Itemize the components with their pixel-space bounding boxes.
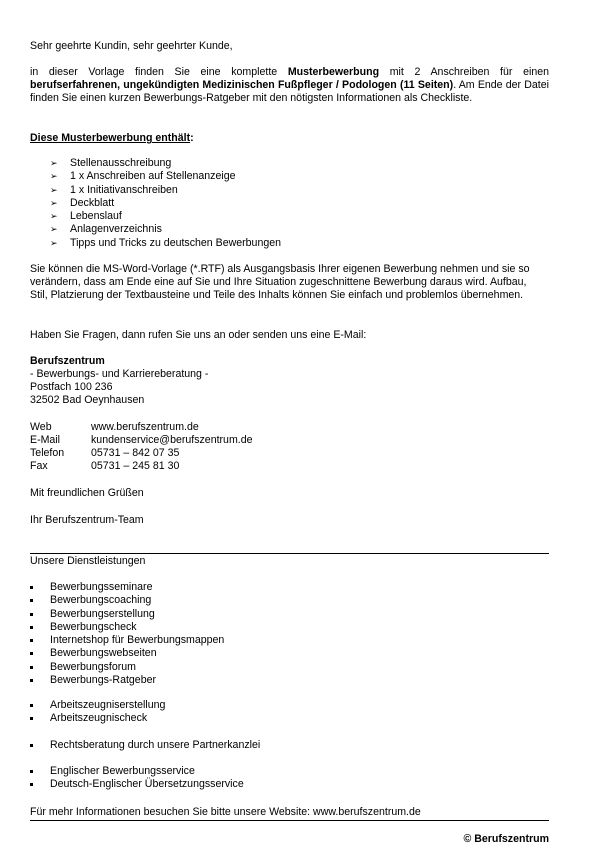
square-bullet-icon	[30, 717, 33, 720]
questions-text: Haben Sie Fragen, dann rufen Sie uns an oder senden uns eine E-Mail:	[30, 329, 367, 341]
contents-heading	[30, 132, 549, 145]
list-item-label: Lebenslauf	[70, 210, 122, 223]
intro-text-3: . Am Ende der Datei finden Sie einen kurzen Bewerbungs-Ratgeber mit den nötigsten Informationen als Checkliste.	[30, 79, 549, 105]
address-subtitle: - Bewerbungs- und Karriereberatung -	[30, 368, 209, 380]
footer-text: Für mehr Informationen besuchen Sie bitte unsere Website: www.berufszentrum.de	[30, 806, 421, 818]
square-bullet-icon	[30, 652, 33, 655]
arrow-bullet-icon: ➢	[50, 197, 58, 208]
services-list-3	[30, 739, 260, 752]
square-bullet-icon	[30, 704, 33, 707]
list-item-label: Bewerbungscheck	[50, 620, 137, 633]
address-city: 32502 Bad Oeynhausen	[30, 394, 145, 406]
list-item	[30, 210, 281, 223]
square-bullet-icon	[30, 599, 33, 602]
divider-bottom	[30, 820, 549, 821]
list-item	[30, 674, 224, 687]
square-bullet-icon	[30, 626, 33, 629]
list-item	[30, 634, 224, 647]
list-item	[30, 184, 281, 197]
list-item	[30, 197, 281, 210]
square-bullet-icon	[30, 613, 33, 616]
contents-heading-text: Diese Musterbewerbung enthält	[30, 132, 191, 144]
list-item-label: Tipps und Tricks zu deutschen Bewerbungen	[70, 236, 282, 249]
intro-bold-2: berufserfahrenen, ungekündigten Medizinischen Fußpfleger / Podologen (11 Seiten)	[30, 79, 454, 92]
divider-top	[30, 553, 549, 554]
contents-heading-colon: :	[190, 132, 194, 144]
list-item-label: Bewerbungswebseiten	[50, 647, 157, 660]
square-bullet-icon	[30, 679, 33, 682]
list-item-label: Englischer Bewerbungsservice	[50, 765, 195, 777]
usage-paragraph: Sie können die MS-Word-Vorlage (*.RTF) als Ausgangsbasis Ihrer eigenen Bewerbung nehmen und sie so verändern, dass am Ende eine auf Sie und Ihre Situation zugeschnittene Bewerbung daraus wird. Aufbau, Stil, Platzierung der Textbausteine und Teile des Inhalts können Sie einfach und problemlos übernehmen.	[30, 263, 530, 302]
greeting: Sehr geehrte Kundin, sehr geehrter Kunde,	[30, 40, 233, 52]
list-item	[30, 647, 224, 660]
list-item	[30, 712, 165, 725]
square-bullet-icon	[30, 783, 33, 786]
list-item-label: Anlagenverzeichnis	[70, 223, 162, 236]
list-item-label: 1 x Anschreiben auf Stellenanzeige	[70, 170, 236, 183]
contact-label: Telefon	[30, 447, 65, 459]
contact-row-web	[30, 421, 199, 434]
list-item	[30, 661, 224, 674]
services-list-2	[30, 699, 165, 726]
contact-web-link[interactable]: www.berufszentrum.de	[91, 421, 199, 433]
list-item-label: Bewerbungscoaching	[50, 594, 152, 607]
square-bullet-icon	[30, 666, 33, 669]
intro-text-1: in dieser Vorlage finden Sie eine komplette	[30, 66, 288, 78]
arrow-bullet-icon: ➢	[50, 211, 58, 222]
address-street: Postfach 100 236	[30, 381, 113, 393]
contact-label: Fax	[30, 460, 48, 472]
list-item	[30, 223, 281, 236]
list-item-label: Arbeitszeugniserstellung	[50, 699, 166, 711]
signature: Ihr Berufszentrum-Team	[30, 514, 144, 526]
contact-email-link[interactable]: kundenservice@berufszentrum.de	[91, 434, 253, 446]
intro-paragraph	[30, 66, 549, 106]
services-list-4	[30, 765, 244, 792]
list-item-label: 1 x Initiativanschreiben	[70, 183, 178, 196]
contact-phone-value: 05731 – 842 07 35	[91, 447, 180, 459]
list-item	[30, 621, 224, 634]
closing: Mit freundlichen Grüßen	[30, 487, 144, 499]
list-item-label: Deutsch-Englischer Übersetzungsservice	[50, 778, 244, 791]
address-company: Berufszentrum	[30, 355, 105, 367]
contact-row-fax	[30, 460, 179, 473]
arrow-bullet-icon: ➢	[50, 171, 58, 182]
list-item-label: Bewerbungserstellung	[50, 607, 155, 620]
square-bullet-icon	[30, 586, 33, 589]
square-bullet-icon	[30, 770, 33, 773]
list-item-label: Stellenausschreibung	[70, 157, 172, 169]
contact-row-phone	[30, 447, 179, 460]
list-item-label: Arbeitszeugnischeck	[50, 712, 148, 725]
arrow-bullet-icon: ➢	[50, 237, 58, 248]
contact-fax-value: 05731 – 245 81 30	[91, 460, 180, 472]
list-item-label: Bewerbungsforum	[50, 660, 136, 673]
list-item	[30, 237, 281, 250]
list-item	[30, 608, 224, 621]
list-item-label: Bewerbungs-Ratgeber	[50, 674, 156, 687]
list-item	[30, 157, 281, 170]
services-heading: Unsere Dienstleistungen	[30, 555, 146, 567]
arrow-bullet-icon: ➢	[50, 158, 58, 168]
list-item-label: Deckblatt	[70, 196, 115, 209]
intro-bold-1: Musterbewerbung	[287, 66, 380, 78]
contact-row-email	[30, 434, 253, 447]
arrow-bullet-icon: ➢	[50, 224, 58, 235]
square-bullet-icon	[30, 744, 33, 747]
arrow-bullet-icon: ➢	[50, 184, 58, 195]
contents-list	[30, 157, 281, 250]
square-bullet-icon	[30, 639, 33, 642]
list-item-label: Rechtsberatung durch unsere Partnerkanzlei	[50, 739, 261, 751]
list-item	[30, 739, 260, 752]
list-item	[30, 581, 224, 594]
list-item-label: Bewerbungsseminare	[50, 581, 153, 593]
contact-label: E-Mail	[30, 434, 61, 446]
services-list-1	[30, 581, 224, 687]
list-item	[30, 594, 224, 607]
list-item	[30, 765, 244, 778]
list-item	[30, 170, 281, 183]
list-item-label: Internetshop für Bewerbungsmappen	[50, 634, 225, 647]
contact-label: Web	[30, 421, 52, 433]
list-item	[30, 699, 165, 712]
intro-text-2: mit 2 Anschreiben für einen	[379, 66, 549, 78]
copyright: © Berufszentrum	[463, 833, 549, 845]
list-item	[30, 778, 244, 791]
